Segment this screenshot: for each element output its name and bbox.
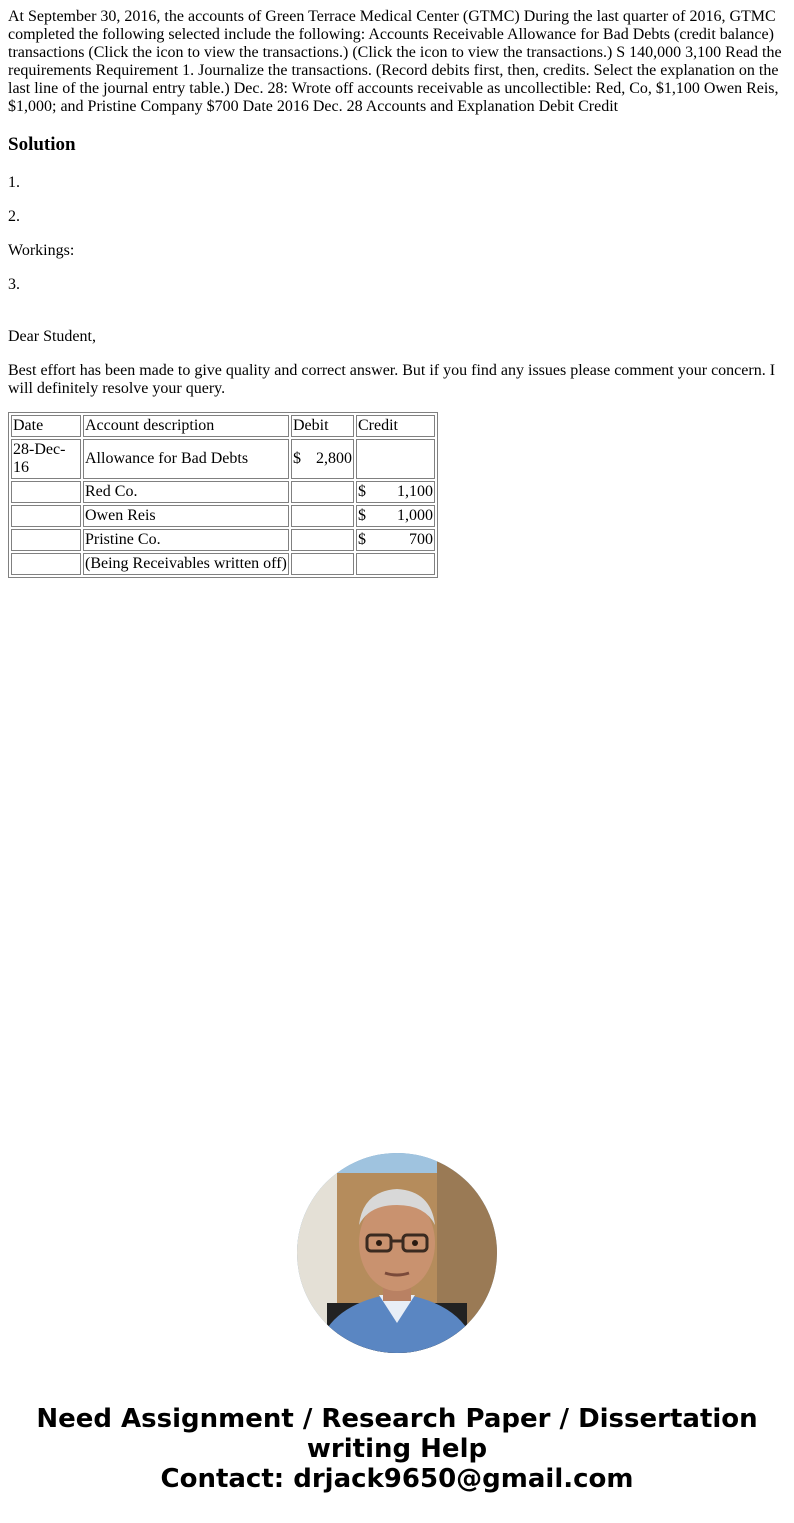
journal-table (8, 412, 438, 578)
question-text: At September 30, 2016, the accounts of Green Terrace Medical Center (GTMC) During the last quarter of 2016, GTMC completed the following selected include the following: Accounts Receivable Allowance for Bad Debts (credit balance) transactions (Click the icon to view the transactions.) (Click the icon to view the transactions.) S 140,000 3,100 Read the requirements Requirement 1. Journalize the transactions. (Record debits first, then, credits. Select the explanation on the last line of the journal entry table.) Dec. 28: Wrote off accounts receivable as uncollectible: Red, Co, $1,100 Owen Reis, $1,000; and Pristine Company $700 Date 2016 Dec. 28 Accounts and Explanation Debit Credit (8, 8, 782, 115)
row-debit (291, 481, 354, 503)
author-avatar (297, 1153, 497, 1353)
row-credit (356, 505, 435, 527)
row-debit (291, 505, 354, 527)
header-account: Account description (83, 415, 289, 437)
row-date (11, 505, 81, 527)
table-row (11, 481, 435, 503)
header-date: Date (11, 415, 81, 437)
credit-amount: 1,000 (397, 507, 433, 524)
row-account: Allowance for Bad Debts (83, 439, 289, 479)
debit-currency: $ (293, 450, 301, 467)
row-date: 28-Dec-16 (11, 439, 81, 479)
table-row (11, 505, 435, 527)
row-account: Owen Reis (83, 505, 289, 527)
table-row (11, 529, 435, 551)
credit-amount: 700 (409, 531, 433, 548)
header-credit: Credit (356, 415, 435, 437)
solution-item-1: 1. (8, 174, 20, 191)
row-credit (356, 439, 435, 479)
debit-amount: 2,800 (316, 450, 352, 467)
table-row (11, 439, 435, 479)
solution-item-2: 2. (8, 208, 20, 225)
row-debit (291, 529, 354, 551)
row-credit (356, 529, 435, 551)
credit-currency: $ (358, 483, 366, 500)
table-row (11, 553, 435, 575)
solution-item-3: 3. (8, 276, 20, 293)
spacer (8, 310, 786, 328)
page-content (0, 0, 794, 578)
promo-line-2: writing Help (306, 1434, 488, 1464)
promo-line-1: Need Assignment / Research Paper / Dissertation (36, 1404, 758, 1434)
solution-note: Best effort has been made to give quality and correct answer. But if you find any issues please comment your concern. I will definitely resolve your query. (8, 362, 776, 397)
row-account: (Being Receivables written off) (83, 553, 289, 575)
row-date (11, 553, 81, 575)
credit-amount: 1,100 (397, 483, 433, 500)
solution-heading: Solution (8, 134, 76, 155)
row-date (11, 481, 81, 503)
row-debit (291, 439, 354, 479)
header-debit: Debit (291, 415, 354, 437)
row-credit (356, 481, 435, 503)
greeting: Dear Student, (8, 328, 96, 345)
row-debit (291, 553, 354, 575)
row-date (11, 529, 81, 551)
row-account: Red Co. (83, 481, 289, 503)
journal-header-row (11, 415, 435, 437)
credit-currency: $ (358, 531, 366, 548)
solution-workings: Workings: (8, 242, 75, 259)
promo-banner (0, 1404, 794, 1494)
row-credit (356, 553, 435, 575)
credit-currency: $ (358, 507, 366, 524)
author-portrait-icon (297, 1153, 497, 1353)
promo-contact: Contact: drjack9650@gmail.com (160, 1464, 634, 1494)
row-account: Pristine Co. (83, 529, 289, 551)
